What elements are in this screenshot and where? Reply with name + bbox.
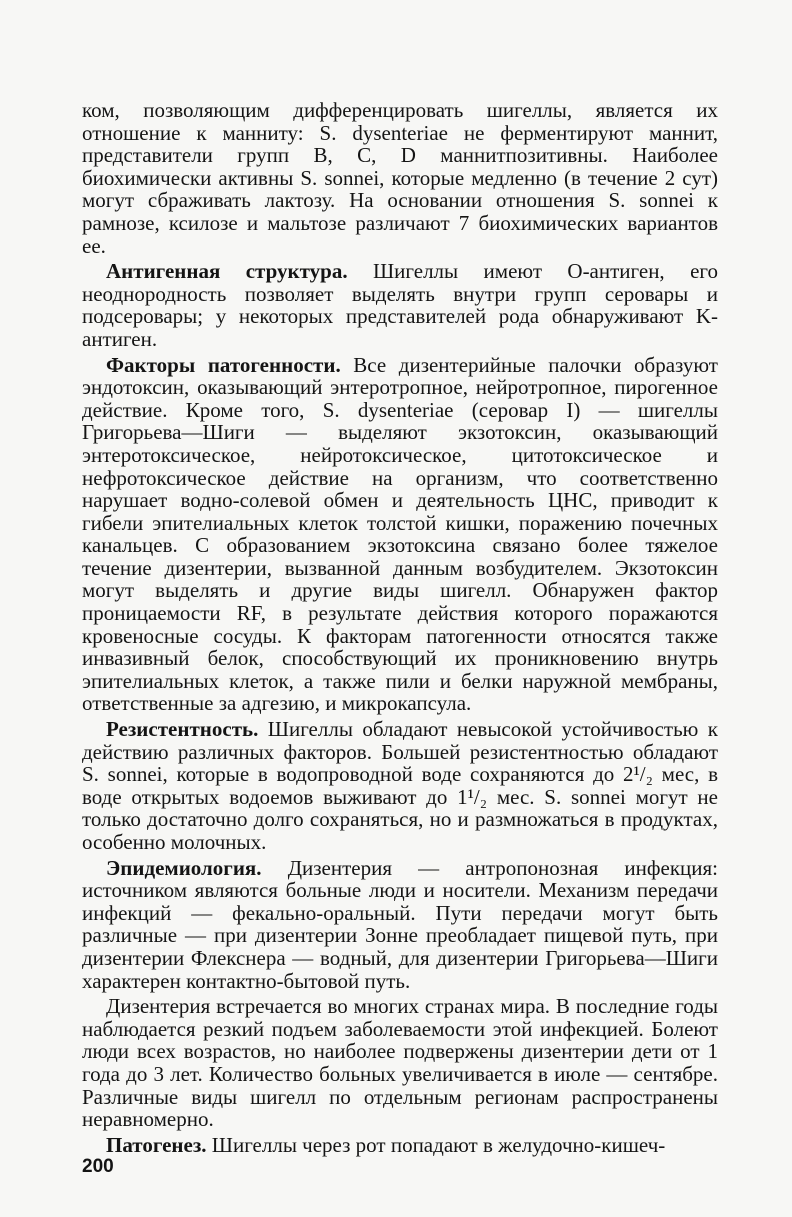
heading-pathogenesis: Патогенез. bbox=[106, 1132, 207, 1157]
paragraph-pathogenesis bbox=[82, 1134, 718, 1157]
paragraph-pathogenicity-factors-text: Все дизентерийные палочки образуют эндотоксин, оказывающий энтеротропное, нейротропное, пирогенное действие. Кроме того, S. dysenteriae (серовар I) — шигеллы Григорьева—Шиги — выделяют экзотоксин, оказывающий энтеротоксическое, нейротоксическое, цитотоксическое и нефротоксическое действие на организм, что соответственно нарушает водно-солевой обмен и деятельность ЦНС, приводит к гибели эпителиальных клеток толстой кишки, поражению почечных канальцев. С образованием экзотоксина связано более тяжелое течение дизентерии, вызванной данным возбудителем. Экзотоксин могут выделять и другие виды шигелл. Обнаружен фактор проницаемости RF, в результате действия которого поражаются кровеносные сосуды. К факторам патогенности относятся также инвазивный белок, способствующий их проникновению внутрь эпителиальных клеток, а также пили и белки наружной мембраны, ответственные за адгезию, и микрокапсула. bbox=[82, 352, 718, 716]
page-number: 200 bbox=[82, 1156, 114, 1177]
paragraph-epidemiology-text: Дизентерия — антропонозная инфекция: источником являются больные люди и носители. Механизм передачи инфекций — фекально-оральный. Пути передачи могут быть различные — при дизентерии Зонне преобладает пищевой путь, при дизентерии Флекснера — водный, для дизентерии Григорьева—Шиги характерен контактно-бытовой путь. bbox=[82, 855, 718, 993]
heading-resistance: Резистентность. bbox=[106, 717, 259, 742]
page-text bbox=[82, 99, 718, 1159]
paragraph-pathogenicity-factors bbox=[82, 354, 718, 716]
paragraph-antigen-structure bbox=[82, 260, 718, 350]
paragraph-1-text: ком, позволяющим дифференцировать шигеллы, является их отношение к манниту: S. dysenteriae не ферментируют маннит, представители групп B, C, D маннитпозитивны. Наиболее биохимически активны S. sonnei, которые медленно (в течение 2 сут) могут сбраживать лактозу. На основании отношения S. sonnei к рамнозе, ксилозе и мальтозе различают 7 биохимических вариантов ее. bbox=[82, 98, 718, 258]
paragraph-pathogenesis-text: Шигеллы через рот попадают в желудочно-кишеч- bbox=[206, 1132, 666, 1157]
paragraph-1 bbox=[82, 99, 718, 257]
paragraph-antigen-structure-text: Шигеллы имеют О-антиген, его неоднородность позволяет выделять внутри групп серовары и подсеровары; у некоторых представителей рода обнаруживают K-антиген. bbox=[82, 259, 718, 351]
paragraph-distribution-text: Дизентерия встречается во многих странах мира. В последние годы наблюдается резкий подъем заболеваемости этой инфекцией. Болеют люди всех возрастов, но наиболее подвержены дизентерии дети от 1 года до 3 лет. Количество больных увеличивается в июле — сентябре. Различные виды шигелл по отдельным регионам распространены неравномерно. bbox=[82, 994, 718, 1132]
heading-pathogenicity-factors: Факторы патогенности. bbox=[106, 352, 341, 377]
heading-antigen-structure: Антигенная структура. bbox=[106, 259, 348, 284]
paragraph-resistance bbox=[82, 718, 718, 854]
paragraph-epidemiology bbox=[82, 857, 718, 993]
heading-epidemiology: Эпидемиология. bbox=[106, 855, 262, 880]
paragraph-resistance-text: Шигеллы обладают невысокой устойчивостью к действию различных факторов. Большей резистентностью обладают S. sonnei, которые в водопроводной воде сохраняются до 2¹/₂ мес, в воде открытых водоемов выживают до 1¹/₂ мес. S. sonnei могут не только достаточно долго сохраняться, но и размножаться в продуктах, особенно молочных. bbox=[82, 717, 718, 854]
paragraph-distribution bbox=[82, 995, 718, 1131]
